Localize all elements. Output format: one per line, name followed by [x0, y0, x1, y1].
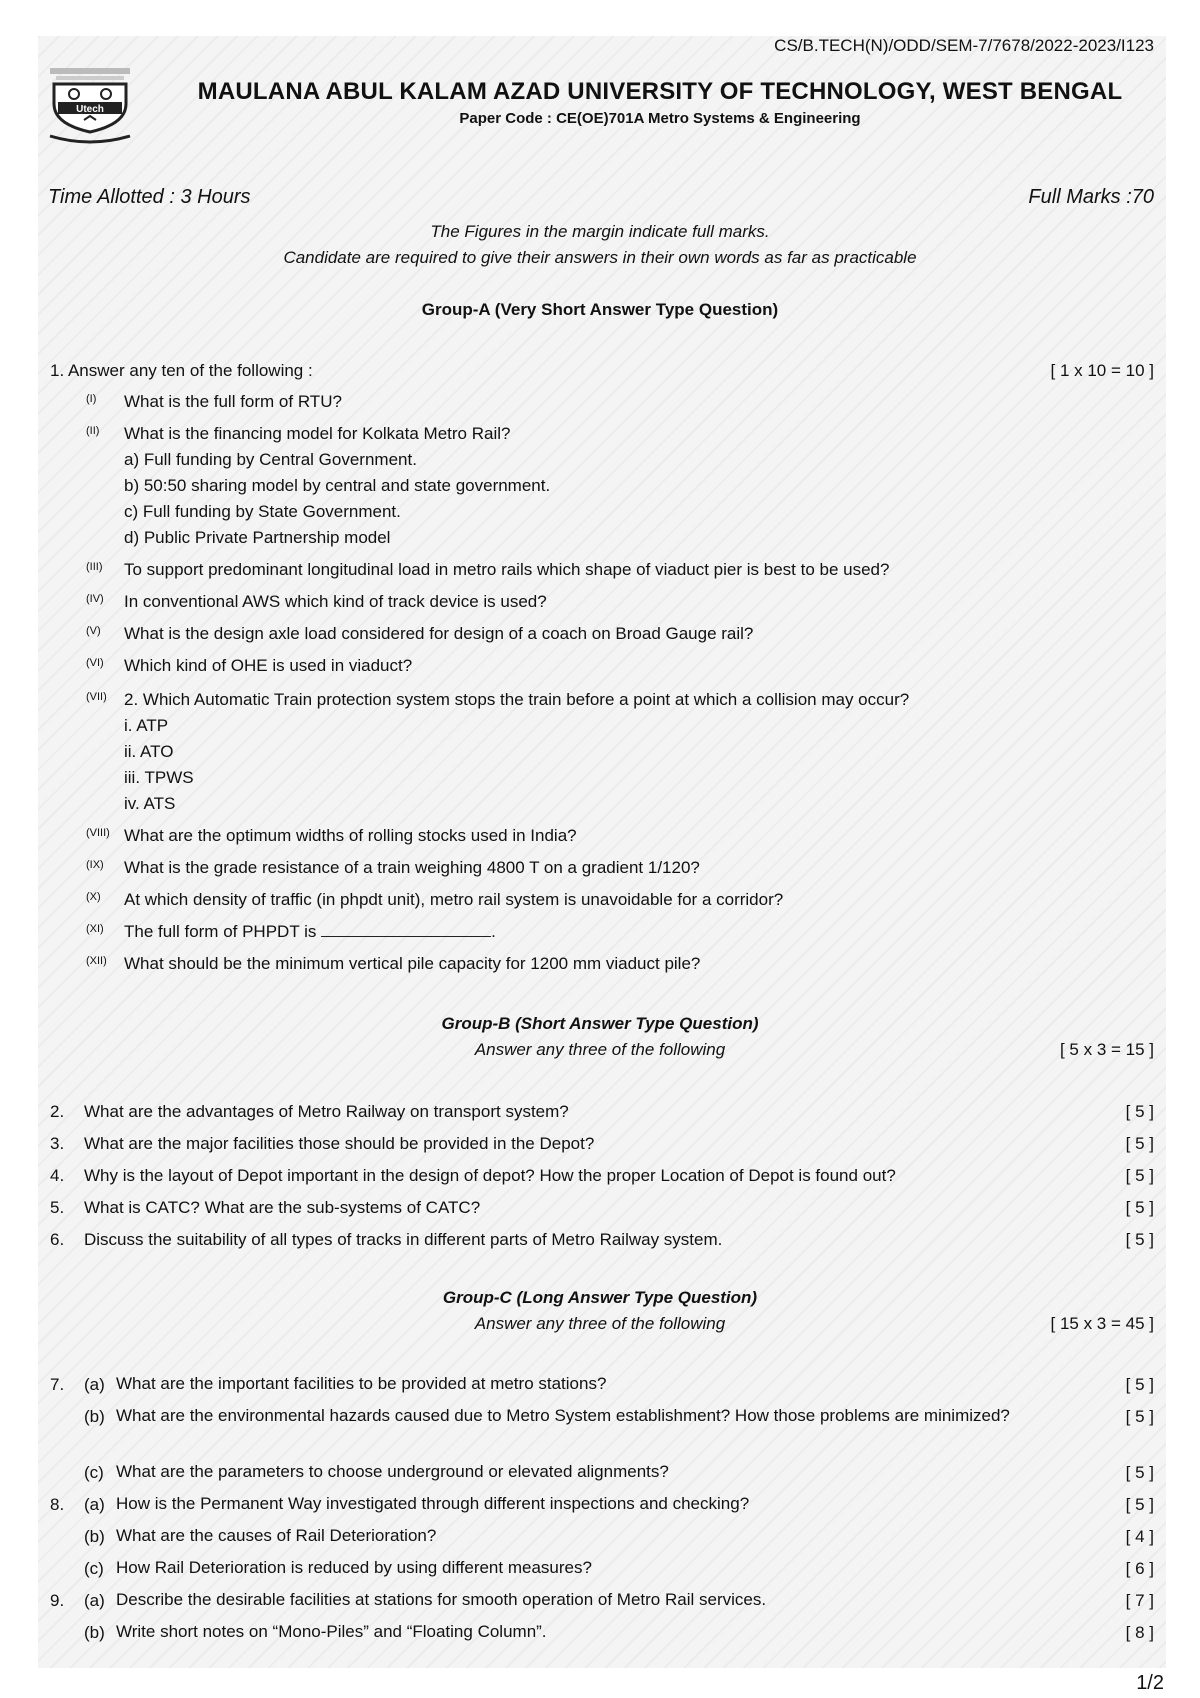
question-text — [124, 890, 783, 910]
question-marks: [ 5 ] — [1125, 1495, 1154, 1514]
question-text — [124, 592, 547, 612]
full-marks: Full Marks :70 — [1028, 186, 1154, 208]
question-text-content: At which density of traffic (in phpdt unit), metro rail system is unavoidable for a corridor? — [124, 890, 784, 909]
group-b-instruction: Answer any three of the following — [474, 1040, 726, 1059]
question-number: 8. — [50, 1495, 65, 1514]
question-roman-number: (XI) — [86, 923, 104, 935]
university-logo — [44, 64, 136, 146]
question-text: What are the advantages of Metro Railway on transport system? — [84, 1102, 569, 1121]
question-text: Describe the desirable facilities at stations for smooth operation of Metro Rail services. — [116, 1590, 767, 1609]
question-number: 6. — [50, 1230, 65, 1249]
group-c-heading: Group-C (Long Answer Type Question) — [442, 1288, 758, 1307]
answer-option: d) Public Private Partnership model — [124, 528, 391, 547]
question-marks: [ 5 ] — [1125, 1198, 1154, 1217]
subquestion-label: (b) — [84, 1527, 105, 1546]
answer-option: iv. ATS — [124, 794, 176, 813]
question-marks: [ 4 ] — [1125, 1527, 1154, 1546]
question-roman-number: (XII) — [86, 955, 107, 967]
question-text — [124, 392, 342, 412]
question-roman-number: (V) — [86, 625, 101, 637]
question-roman-number: (VIII) — [86, 827, 110, 839]
university-name: MAULANA ABUL KALAM AZAD UNIVERSITY OF TECHNOLOGY, WEST BENGAL — [197, 78, 1123, 105]
answer-option: ii. ATO — [124, 742, 174, 761]
question-text: How is the Permanent Way investigated through different inspections and checking? — [116, 1494, 750, 1513]
answer-option: c) Full funding by State Government. — [124, 502, 401, 521]
time-marks-row — [48, 186, 1154, 209]
question-text-content: In conventional AWS which kind of track device is used? — [124, 592, 547, 611]
exam-code: CS/B.TECH(N)/ODD/SEM-7/7678/2022-2023/I123 — [774, 36, 1154, 55]
question-roman-number: (II) — [86, 425, 100, 437]
group-a-instruction: 1. Answer any ten of the following : — [50, 361, 313, 380]
answer-option: i. ATP — [124, 716, 169, 735]
question-roman-number: (I) — [86, 393, 97, 405]
question-text — [124, 922, 496, 942]
question-text — [124, 954, 700, 974]
question-marks: [ 5 ] — [1125, 1407, 1154, 1426]
group-a-marks: [ 1 x 10 = 10 ] — [1050, 361, 1154, 380]
question-suffix: . — [491, 922, 496, 941]
question-marks: [ 5 ] — [1125, 1375, 1154, 1394]
question-marks: [ 5 ] — [1125, 1102, 1154, 1121]
question-text: What are the important facilities to be provided at metro stations? — [116, 1374, 607, 1393]
question-number: 3. — [50, 1134, 65, 1153]
question-text-content: What is the grade resistance of a train weighing 4800 T on a gradient 1/120? — [124, 858, 700, 877]
question-text — [124, 690, 909, 710]
question-text-content: What is the full form of RTU? — [124, 392, 342, 411]
question-text: How Rail Deterioration is reduced by using different measures? — [116, 1558, 592, 1577]
question-marks: [ 5 ] — [1125, 1463, 1154, 1482]
note-figures: The Figures in the margin indicate full marks. — [430, 222, 770, 241]
question-text: Write short notes on “Mono-Piles” and “Floating Column”. — [116, 1622, 547, 1641]
question-roman-number: (VII) — [86, 691, 107, 703]
question-text — [124, 826, 577, 846]
question-marks: [ 7 ] — [1125, 1591, 1154, 1610]
question-text: What are the environmental hazards caused due to Metro System establishment? How those problems are minimized? — [116, 1406, 1010, 1425]
group-b-marks: [ 5 x 3 = 15 ] — [1059, 1040, 1154, 1059]
question-text-content: What is the design axle load considered for design of a coach on Broad Gauge rail? — [124, 624, 754, 643]
question-text-content: Which kind of OHE is used in viaduct? — [124, 656, 413, 675]
time-allotted: Time Allotted : 3 Hours — [48, 186, 251, 208]
question-number: 4. — [50, 1166, 65, 1185]
question-marks: [ 5 ] — [1125, 1230, 1154, 1249]
question-roman-number: (IX) — [86, 859, 104, 871]
question-roman-number: (X) — [86, 891, 101, 903]
question-text: What are the major facilities those should be provided in the Depot? — [84, 1134, 595, 1153]
question-marks: [ 5 ] — [1125, 1134, 1154, 1153]
question-text-content: To support predominant longitudinal load in metro rails which shape of viaduct pier is best to be used? — [124, 560, 890, 579]
subquestion-label: (a) — [84, 1375, 105, 1394]
logo-text: Utech — [76, 104, 104, 115]
question-marks: [ 5 ] — [1125, 1166, 1154, 1185]
subquestion-label: (c) — [84, 1463, 104, 1482]
answer-option: a) Full funding by Central Government. — [124, 450, 417, 469]
question-roman-number: (IV) — [86, 593, 104, 605]
question-text: What is CATC? What are the sub-systems of CATC? — [84, 1198, 481, 1217]
question-text — [124, 560, 889, 580]
group-c-marks: [ 15 x 3 = 45 ] — [1050, 1314, 1154, 1333]
question-text-content: The full form of PHPDT is — [124, 922, 317, 941]
question-number: 2. — [50, 1102, 65, 1121]
question-text — [124, 858, 700, 878]
question-number: 5. — [50, 1198, 65, 1217]
question-text — [124, 656, 412, 676]
group-a-heading: Group-A (Very Short Answer Type Question) — [421, 300, 779, 319]
paper-code: Paper Code : CE(OE)701A Metro Systems & Engineering — [459, 110, 861, 127]
question-text-content: What should be the minimum vertical pile capacity for 1200 mm viaduct pile? — [124, 954, 701, 973]
question-roman-number: (VI) — [86, 657, 104, 669]
question-text: Discuss the suitability of all types of tracks in different parts of Metro Railway system. — [84, 1230, 723, 1249]
group-b-heading: Group-B (Short Answer Type Question) — [441, 1014, 759, 1033]
question-number: 7. — [50, 1375, 65, 1394]
question-text-content: 2. Which Automatic Train protection system stops the train before a point at which a collision may occur? — [124, 690, 910, 709]
answer-blank-line — [321, 922, 491, 937]
question-text: What are the causes of Rail Deterioration? — [116, 1526, 437, 1545]
answer-option: b) 50:50 sharing model by central and state government. — [124, 476, 551, 495]
question-marks: [ 6 ] — [1125, 1559, 1154, 1578]
subquestion-label: (b) — [84, 1623, 105, 1642]
question-text: Why is the layout of Depot important in the design of depot? How the proper Location of Depot is found out? — [84, 1166, 896, 1185]
answer-option: iii. TPWS — [124, 768, 194, 787]
subquestion-label: (a) — [84, 1591, 105, 1610]
question-text-content: What are the optimum widths of rolling stocks used in India? — [124, 826, 577, 845]
question-text-content: What is the financing model for Kolkata Metro Rail? — [124, 424, 511, 443]
subquestion-label: (a) — [84, 1495, 105, 1514]
question-text — [124, 424, 510, 444]
question-roman-number: (III) — [86, 561, 103, 573]
subquestion-label: (b) — [84, 1407, 105, 1426]
subquestion-label: (c) — [84, 1559, 104, 1578]
question-number: 9. — [50, 1591, 65, 1610]
note-candidate: Candidate are required to give their answers in their own words as far as practicable — [283, 248, 917, 267]
question-text: What are the parameters to choose underground or elevated alignments? — [116, 1462, 669, 1481]
question-text — [124, 624, 753, 644]
question-marks: [ 8 ] — [1125, 1623, 1154, 1642]
group-c-instruction: Answer any three of the following — [474, 1314, 726, 1333]
page-number: 1/2 — [1136, 1672, 1164, 1694]
